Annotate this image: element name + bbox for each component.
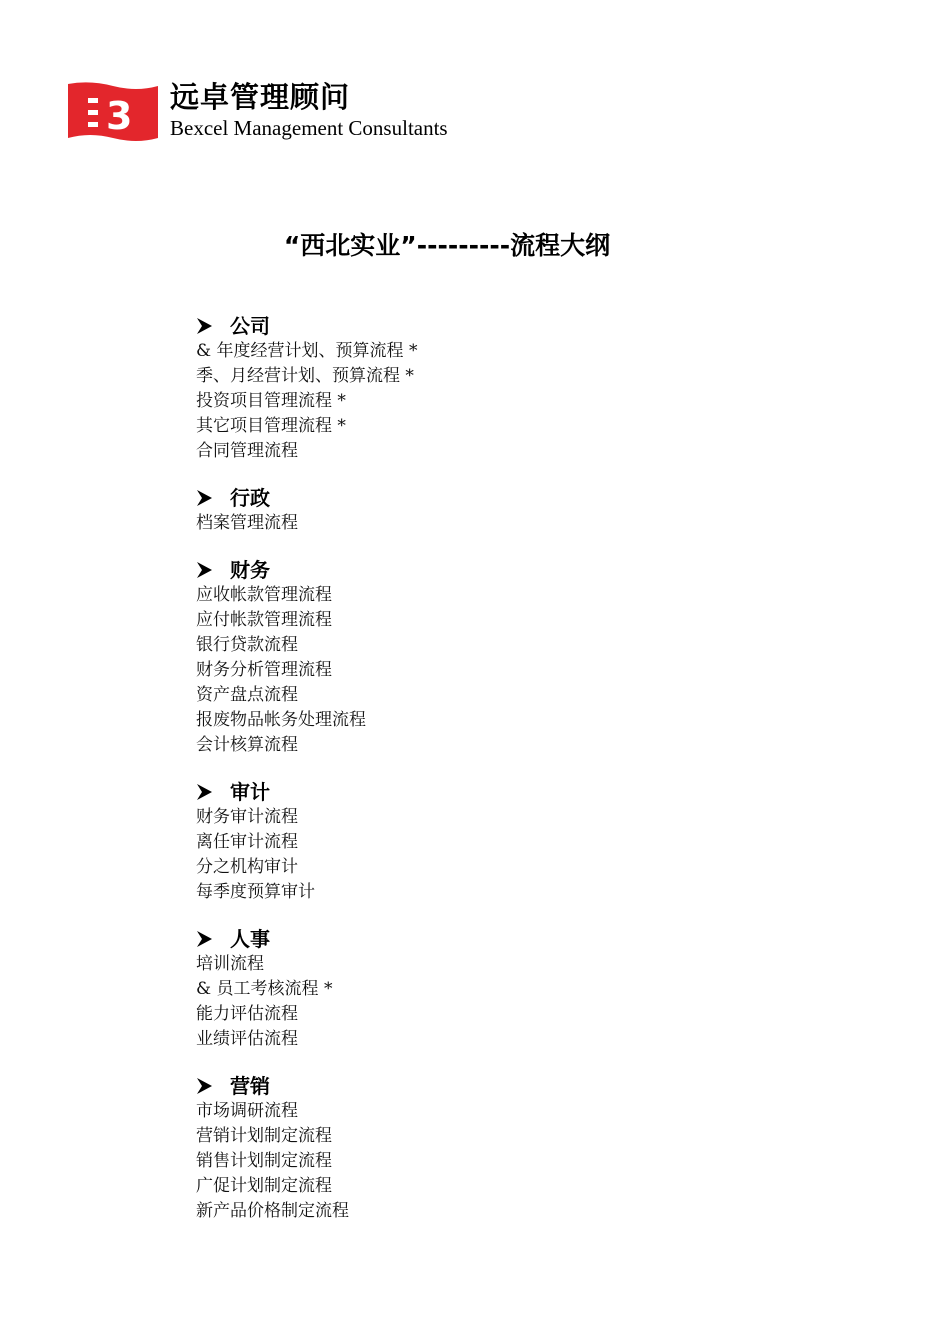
process-item: 财务分析管理流程 [196, 660, 332, 680]
section-title: 审计 [230, 780, 270, 804]
process-item: 财务审计流程 [196, 807, 298, 827]
section-heading [196, 557, 756, 583]
bexcel-logo-icon [66, 80, 160, 148]
process-item: 其它项目管理流程 * [196, 416, 346, 436]
process-item: 业绩评估流程 [196, 1029, 298, 1049]
section-heading [196, 1073, 756, 1099]
process-item: 市场调研流程 [196, 1101, 298, 1121]
section-title: 营销 [230, 1074, 270, 1098]
bullet-arrow-icon [196, 487, 230, 509]
process-list [196, 952, 756, 1052]
svg-text:3: 3 [106, 94, 133, 138]
company-logo [66, 78, 506, 150]
process-list [196, 339, 756, 464]
process-item: 新产品价格制定流程 [196, 1201, 349, 1221]
outline-section [196, 779, 756, 905]
section-heading [196, 313, 756, 339]
process-list [196, 805, 756, 905]
section-title: 公司 [230, 314, 270, 338]
process-item: 合同管理流程 [196, 441, 298, 461]
outline-section [196, 485, 756, 536]
bullet-arrow-icon [196, 315, 230, 337]
process-item: 应付帐款管理流程 [196, 610, 332, 630]
section-title: 行政 [230, 486, 270, 510]
process-item: & 员工考核流程 * [196, 979, 333, 999]
bullet-arrow-icon [196, 928, 230, 950]
process-list [196, 583, 756, 758]
process-item: 投资项目管理流程 * [196, 391, 346, 411]
process-list [196, 511, 756, 536]
bullet-arrow-icon [196, 781, 230, 803]
section-heading [196, 779, 756, 805]
process-item: 每季度预算审计 [196, 882, 315, 902]
process-item: 报废物品帐务处理流程 [196, 710, 366, 730]
process-item: 离任审计流程 [196, 832, 298, 852]
document-title: “西北实业”---------流程大纲 [283, 231, 611, 260]
process-item: 广促计划制定流程 [196, 1176, 332, 1196]
process-item: 季、月经营计划、预算流程 * [196, 366, 414, 386]
outline-section [196, 313, 756, 464]
process-item: 资产盘点流程 [196, 685, 298, 705]
process-item: & 年度经营计划、预算流程 * [196, 341, 418, 361]
process-list [196, 1099, 756, 1224]
section-title: 人事 [230, 927, 270, 951]
process-item: 分之机构审计 [196, 857, 298, 877]
process-item: 应收帐款管理流程 [196, 585, 332, 605]
outline-section [196, 1073, 756, 1224]
process-item: 销售计划制定流程 [196, 1151, 332, 1171]
process-item: 会计核算流程 [196, 735, 298, 755]
process-outline [196, 313, 756, 1224]
logo-chinese-name: 远卓管理顾问 [170, 80, 351, 114]
process-item: 能力评估流程 [196, 1004, 298, 1024]
outline-section [196, 926, 756, 1052]
process-item: 银行贷款流程 [196, 635, 298, 655]
bullet-arrow-icon [196, 1075, 230, 1097]
process-item: 培训流程 [196, 954, 264, 974]
outline-section [196, 557, 756, 758]
section-title: 财务 [230, 558, 270, 582]
logo-english-name: Bexcel Management Consultants [170, 116, 448, 140]
process-item: 营销计划制定流程 [196, 1126, 332, 1146]
section-heading [196, 926, 756, 952]
section-heading [196, 485, 756, 511]
process-item: 档案管理流程 [196, 513, 298, 533]
bullet-arrow-icon [196, 559, 230, 581]
